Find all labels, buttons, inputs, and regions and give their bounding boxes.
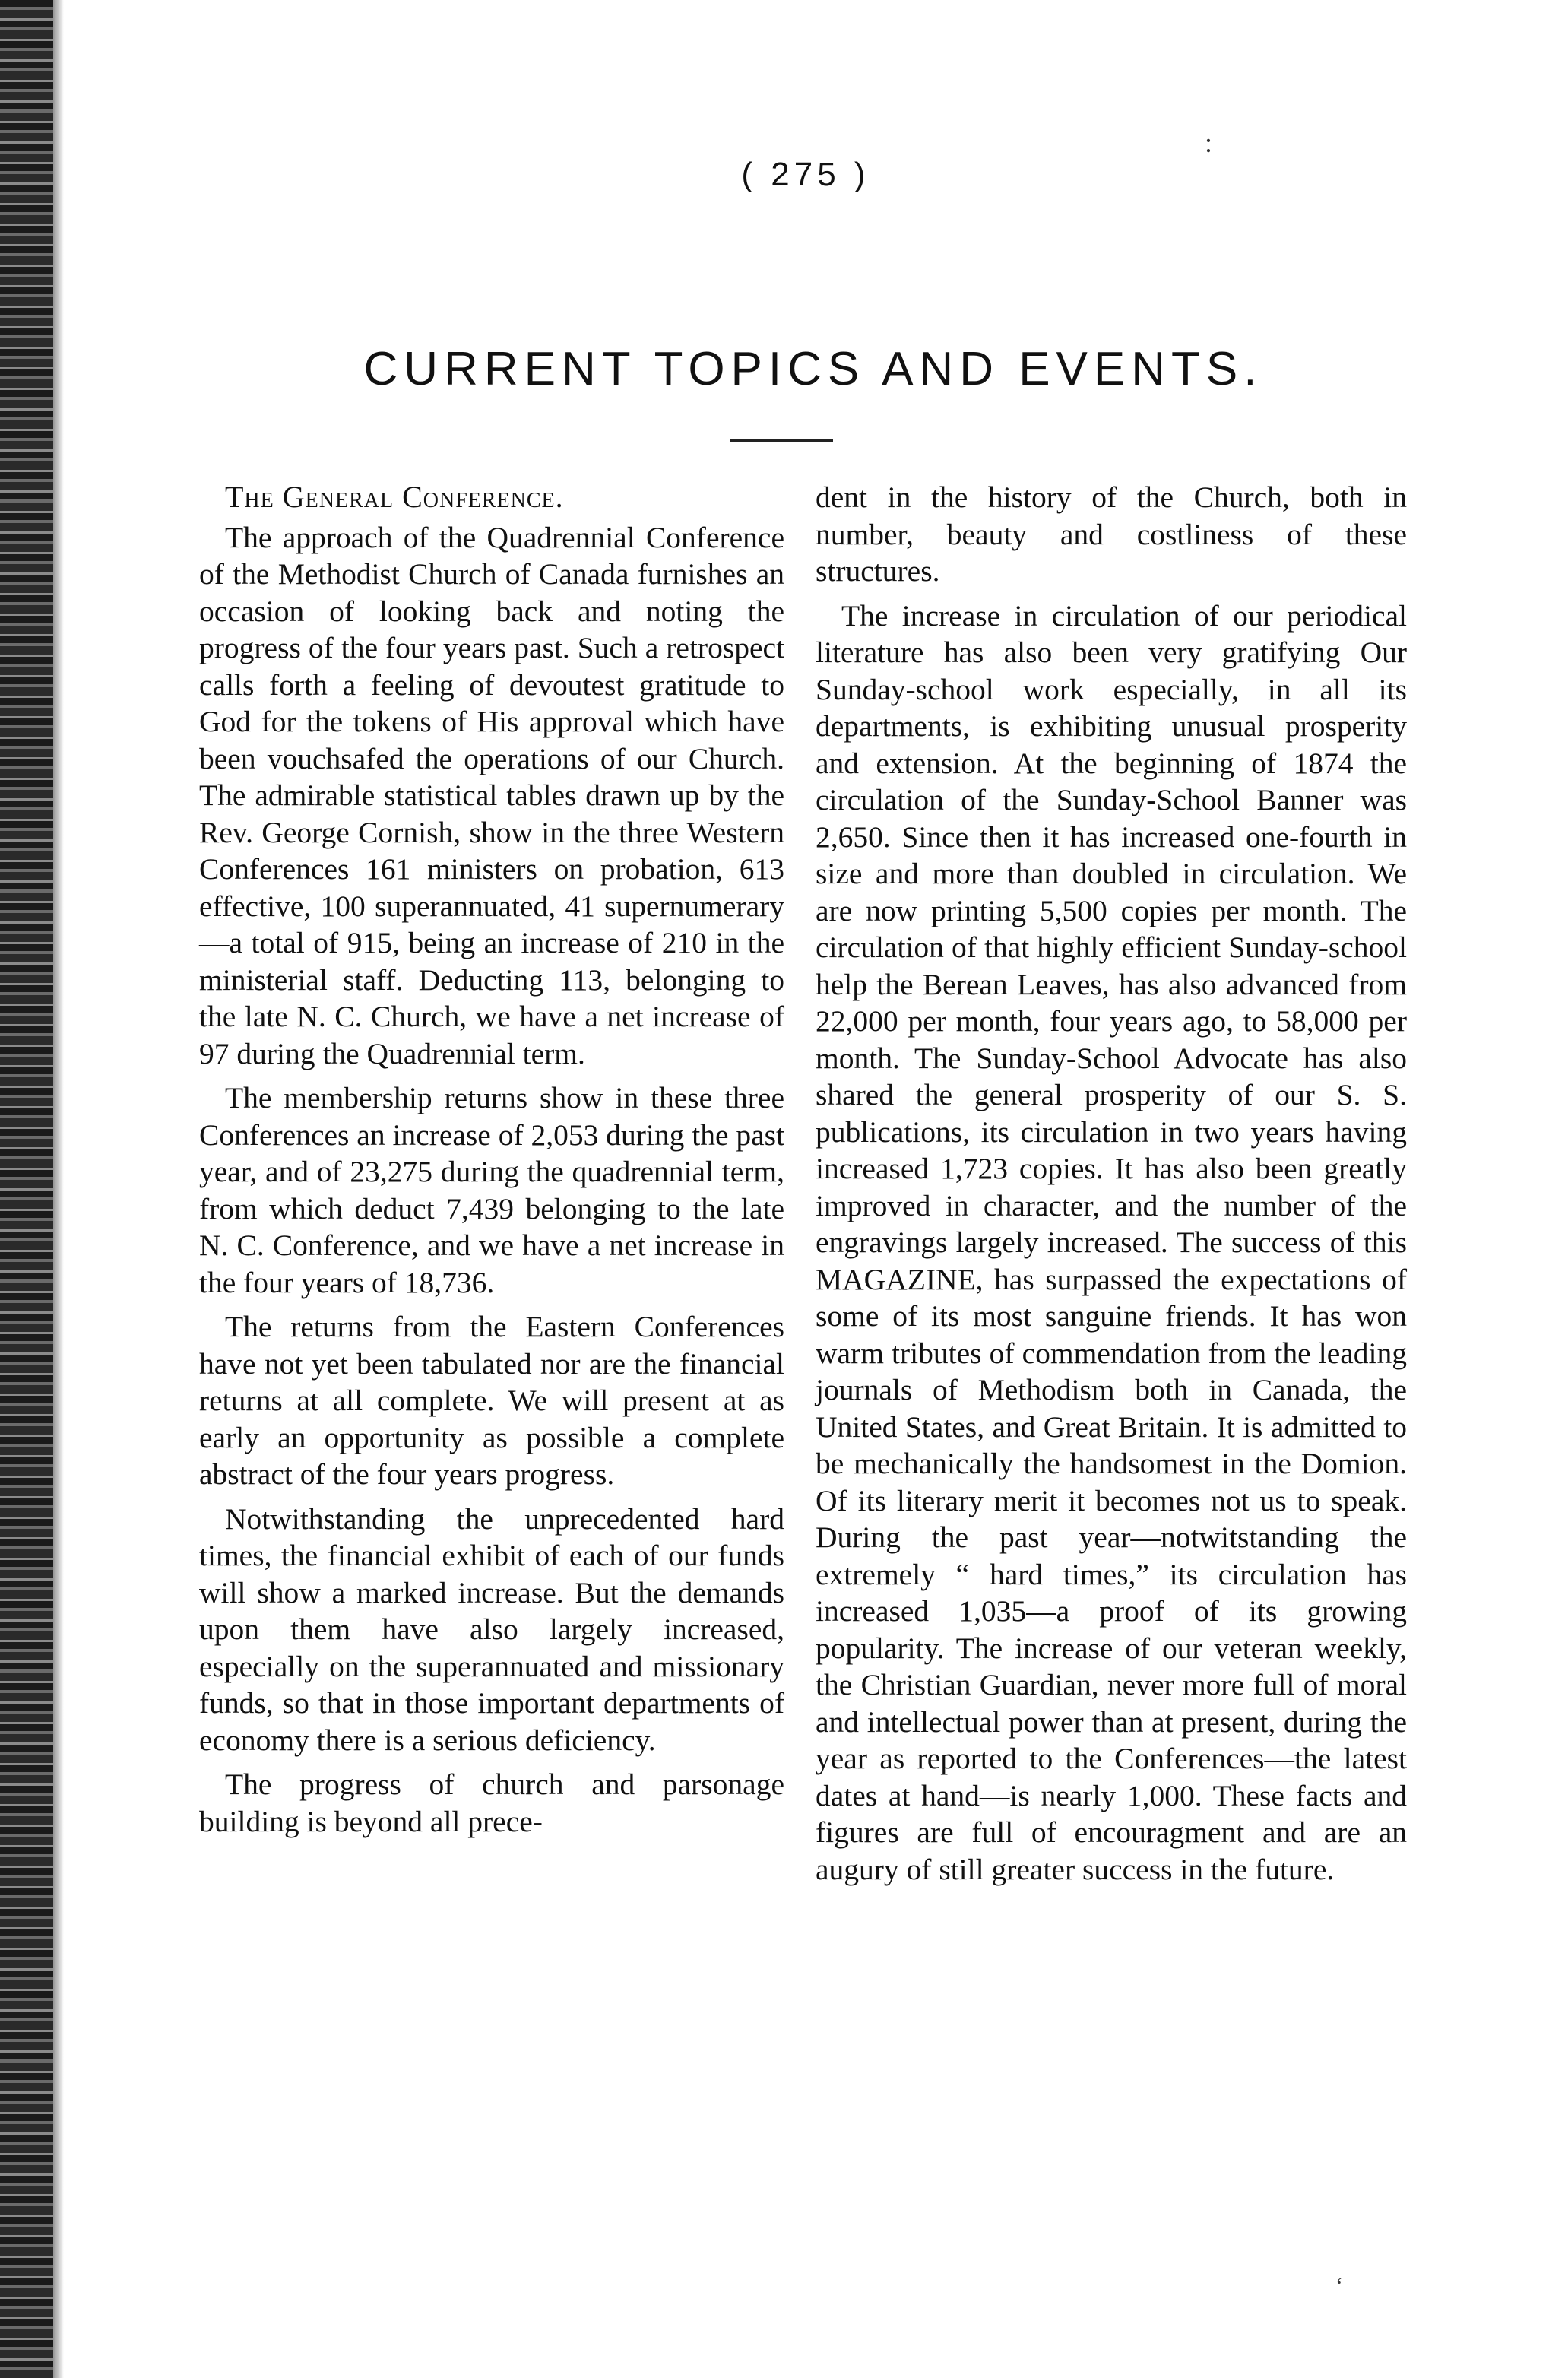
paragraph-4: Notwithstanding the unprecedented hard times, the financial exhibit of each of our funds will show a marked increase. But the demands upon them have also largely increased, especially on the superannuated and missionary funds, so that in those important departments of economy there is a serious deficiency. — [199, 1501, 784, 1757]
paragraph-7: The increase in circulation of our periodical literature has also been very gratifying Our Sunday-school work especially, in all its departments, is exhibiting unusual prosperity and extension. At the beginning of 1874 the circulation of the Sunday-School Banner was 2,650. Since then it has increased one-fourth in size and more than doubled in circulation. We are now printing 5,500 copies per month. The circulation of that highly efficient Sunday-school help the Berean Leaves, has also advanced from 22,000 per month, four years ago, to 58,000 per month. The Sunday-School Advocate has also shared the general prosperity of our S. S. publications, its circulation in two years having increased 1,723 copies. It has also been greatly improved in character, and the number of the engravings largely increased. The success of this MAGAZINE, has surpassed the expectations of some of its most sanguine friends. It has won warm tributes of commendation from the leading journals of Methodism both in Canada, the United States, and Great Britain. It is admitted to be mechanically the handsomest in the Domion. Of its literary merit it becomes not us to speak. During the past year—notwitstanding the extremely “ hard times,” its circulation has increased 1,035—a proof of its growing popularity. The increase of our veteran weekly, the Christian Guardian, never more full of moral and intellectual power than at present, during the year as reported to the Conferences—the latest dates at hand—is nearly 1,000. These facts and figures are full of encouragment and are an augury of still greater success in the future. — [816, 598, 1407, 1886]
paragraph-2: The membership returns show in these three Conferences an increase of 2,053 during the past year, and of 23,275 during the quadrennial term, from which deduct 7,439 belonging to the late N. C. Conference, and we have a net increase in the four years of 18,736. — [199, 1081, 784, 1299]
left-column — [199, 479, 784, 1847]
page-number: ( 275 ) — [741, 156, 870, 193]
book-spine-edge — [0, 0, 53, 2378]
paragraph-6: dent in the history of the Church, both in number, beauty and costliness of these structures. — [816, 480, 1407, 588]
stray-mark: : — [1205, 128, 1213, 158]
page-title: CURRENT TOPICS AND EVENTS. — [363, 343, 1263, 395]
right-column — [816, 479, 1407, 1895]
title-rule — [730, 439, 833, 442]
paragraph-5: The progress of church and parsonage building is beyond all prece- — [199, 1768, 784, 1838]
paragraph-3: The returns from the Eastern Conferences have not yet been tabulated nor are the financial returns at all complete. We will present at as early an opportunity as possible a complete abstract of the four years progress. — [199, 1310, 784, 1491]
end-mark: ‘ — [1335, 2273, 1343, 2298]
section-heading: The General Conference. — [225, 480, 564, 514]
paragraph-1: The approach of the Quadrennial Conference of the Methodist Church of Canada furnishes an occasion of looking back and noting the progress of the four years past. Such a retrospect calls forth a feeling of devoutest gratitude to God for the tokens of His approval which have been vouchsafed the operations of our Church. The admirable statistical tables drawn up by the Rev. George Cornish, show in the three Western Conferences 161 ministers on probation, 613 effective, 100 superannuated, 41 supernumerary—a total of 915, being an increase of 210 in the ministerial staff. Deducting 113, belonging to the late N. C. Church, we have a net increase of 97 during the Quadrennial term. — [199, 520, 784, 1070]
